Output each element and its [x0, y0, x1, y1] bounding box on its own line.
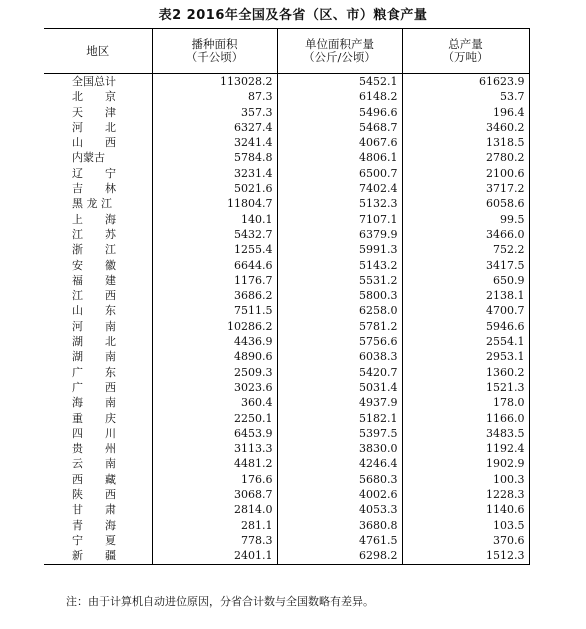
cell-total-output: 1360.2 [402, 365, 529, 380]
cell-yield: 6258.0 [277, 303, 402, 318]
cell-yield: 3680.8 [277, 518, 402, 533]
cell-sown-area: 5432.7 [152, 227, 277, 242]
table-row [44, 518, 529, 533]
cell-total-output: 61623.9 [402, 74, 529, 90]
cell-total-output: 2780.2 [402, 150, 529, 165]
header-total-output-unit: （万吨） [442, 50, 489, 64]
cell-yield: 5800.3 [277, 288, 402, 303]
cell-sown-area: 6327.4 [152, 120, 277, 135]
cell-sown-area: 3068.7 [152, 487, 277, 502]
cell-yield: 4246.4 [277, 456, 402, 471]
cell-sown-area: 3113.3 [152, 441, 277, 456]
table-row [44, 395, 529, 410]
cell-yield: 5143.2 [277, 258, 402, 273]
cell-total-output: 370.6 [402, 533, 529, 548]
cell-yield: 7402.4 [277, 181, 402, 196]
cell-yield: 6500.7 [277, 166, 402, 181]
cell-sown-area: 778.3 [152, 533, 277, 548]
cell-sown-area: 1176.7 [152, 273, 277, 288]
cell-sown-area: 3023.6 [152, 380, 277, 395]
cell-total-output: 1166.0 [402, 411, 529, 426]
cell-region: 四 川 [44, 426, 152, 441]
table-row [44, 196, 529, 211]
cell-total-output: 2100.6 [402, 166, 529, 181]
cell-yield: 5756.6 [277, 334, 402, 349]
cell-total-output: 2138.1 [402, 288, 529, 303]
table-row [44, 502, 529, 517]
cell-region: 重 庆 [44, 411, 152, 426]
table-row [44, 135, 529, 150]
cell-sown-area: 5021.6 [152, 181, 277, 196]
cell-sown-area: 2509.3 [152, 365, 277, 380]
cell-region: 陕 西 [44, 487, 152, 502]
table-row [44, 181, 529, 196]
table-row [44, 150, 529, 165]
cell-total-output: 178.0 [402, 395, 529, 410]
cell-sown-area: 360.4 [152, 395, 277, 410]
cell-region: 青 海 [44, 518, 152, 533]
cell-yield: 4761.5 [277, 533, 402, 548]
cell-sown-area: 7511.5 [152, 303, 277, 318]
header-region [44, 29, 152, 74]
table-title: 表2 2016年全国及各省（区、市）粮食产量 [158, 8, 428, 23]
table-row [44, 426, 529, 441]
cell-total-output: 3460.2 [402, 120, 529, 135]
cell-region: 西 藏 [44, 472, 152, 487]
table-row [44, 89, 529, 104]
table-row [44, 120, 529, 135]
table-row [44, 319, 529, 334]
table-row [44, 212, 529, 227]
cell-total-output: 650.9 [402, 273, 529, 288]
cell-region: 河 北 [44, 120, 152, 135]
cell-region: 云 南 [44, 456, 152, 471]
cell-yield: 6148.2 [277, 89, 402, 104]
cell-region: 湖 南 [44, 349, 152, 364]
header-yield-unit: （公斤/公顷） [303, 50, 376, 64]
cell-total-output: 1318.5 [402, 135, 529, 150]
cell-sown-area: 3686.2 [152, 288, 277, 303]
cell-total-output: 1521.3 [402, 380, 529, 395]
cell-yield: 4053.3 [277, 502, 402, 517]
table-row [44, 166, 529, 181]
cell-total-output: 5946.6 [402, 319, 529, 334]
cell-yield: 4002.6 [277, 487, 402, 502]
table-row [44, 380, 529, 395]
footnote: 注：由于计算机自动进位原因，分省合计数与全国数略有差异。 [66, 595, 374, 608]
cell-yield: 6038.3 [277, 349, 402, 364]
cell-sown-area: 2401.1 [152, 548, 277, 564]
table-row [44, 533, 529, 548]
cell-region: 北 京 [44, 89, 152, 104]
cell-sown-area: 113028.2 [152, 74, 277, 90]
cell-sown-area: 2814.0 [152, 502, 277, 517]
cell-total-output: 3417.5 [402, 258, 529, 273]
cell-region: 甘 肃 [44, 502, 152, 517]
cell-sown-area: 6644.6 [152, 258, 277, 273]
cell-sown-area: 3241.4 [152, 135, 277, 150]
cell-total-output: 1512.3 [402, 548, 529, 564]
cell-total-output: 3483.5 [402, 426, 529, 441]
cell-sown-area: 5784.8 [152, 150, 277, 165]
table-row [44, 349, 529, 364]
cell-total-output: 99.5 [402, 212, 529, 227]
cell-region: 河 南 [44, 319, 152, 334]
cell-total-output: 3466.0 [402, 227, 529, 242]
cell-region: 新 疆 [44, 548, 152, 564]
table-row [44, 227, 529, 242]
table-row [44, 303, 529, 318]
cell-region: 黑 龙 江 [44, 196, 152, 211]
table-row [44, 548, 529, 564]
cell-yield: 5452.1 [277, 74, 402, 90]
cell-total-output: 2953.1 [402, 349, 529, 364]
cell-yield: 4937.9 [277, 395, 402, 410]
cell-sown-area: 3231.4 [152, 166, 277, 181]
table-row [44, 74, 529, 90]
table-row [44, 334, 529, 349]
cell-region: 广 东 [44, 365, 152, 380]
cell-total-output: 752.2 [402, 242, 529, 257]
cell-yield: 5468.7 [277, 120, 402, 135]
cell-sown-area: 87.3 [152, 89, 277, 104]
cell-region: 安 徽 [44, 258, 152, 273]
cell-total-output: 100.3 [402, 472, 529, 487]
table-body [44, 74, 529, 565]
cell-yield: 5031.4 [277, 380, 402, 395]
table-row [44, 472, 529, 487]
cell-region: 浙 江 [44, 242, 152, 257]
cell-region: 山 西 [44, 135, 152, 150]
cell-sown-area: 140.1 [152, 212, 277, 227]
cell-sown-area: 6453.9 [152, 426, 277, 441]
cell-region: 天 津 [44, 105, 152, 120]
table-row [44, 288, 529, 303]
table-row [44, 456, 529, 471]
header-sown-area-unit: （千公顷） [185, 50, 244, 64]
table-row [44, 105, 529, 120]
cell-sown-area: 1255.4 [152, 242, 277, 257]
header-total-output-label: 总产量 [448, 37, 483, 51]
cell-total-output: 1192.4 [402, 441, 529, 456]
table-row [44, 258, 529, 273]
cell-yield: 4806.1 [277, 150, 402, 165]
cell-yield: 3830.0 [277, 441, 402, 456]
cell-yield: 5420.7 [277, 365, 402, 380]
header-yield-label: 单位面积产量 [305, 37, 374, 51]
table-row [44, 365, 529, 380]
header-sown-area-label: 播种面积 [191, 37, 238, 51]
cell-yield: 5496.6 [277, 105, 402, 120]
cell-region: 吉 林 [44, 181, 152, 196]
cell-sown-area: 176.6 [152, 472, 277, 487]
cell-region: 全国总计 [44, 74, 152, 90]
cell-yield: 5132.3 [277, 196, 402, 211]
table-row [44, 242, 529, 257]
cell-total-output: 3717.2 [402, 181, 529, 196]
cell-total-output: 2554.1 [402, 334, 529, 349]
table-row [44, 441, 529, 456]
grain-output-table [44, 28, 530, 565]
header-row [44, 29, 529, 74]
cell-region: 江 西 [44, 288, 152, 303]
cell-yield: 7107.1 [277, 212, 402, 227]
cell-region: 辽 宁 [44, 166, 152, 181]
header-yield [277, 29, 402, 74]
cell-sown-area: 357.3 [152, 105, 277, 120]
cell-sown-area: 4436.9 [152, 334, 277, 349]
cell-region: 广 西 [44, 380, 152, 395]
cell-total-output: 4700.7 [402, 303, 529, 318]
table-row [44, 487, 529, 502]
cell-yield: 5781.2 [277, 319, 402, 334]
cell-total-output: 1140.6 [402, 502, 529, 517]
cell-region: 海 南 [44, 395, 152, 410]
cell-region: 贵 州 [44, 441, 152, 456]
cell-yield: 5680.3 [277, 472, 402, 487]
cell-total-output: 1228.3 [402, 487, 529, 502]
cell-sown-area: 281.1 [152, 518, 277, 533]
cell-yield: 5991.3 [277, 242, 402, 257]
cell-total-output: 6058.6 [402, 196, 529, 211]
cell-region: 江 苏 [44, 227, 152, 242]
cell-sown-area: 2250.1 [152, 411, 277, 426]
cell-region: 福 建 [44, 273, 152, 288]
cell-yield: 6379.9 [277, 227, 402, 242]
cell-total-output: 196.4 [402, 105, 529, 120]
cell-region: 上 海 [44, 212, 152, 227]
cell-yield: 5182.1 [277, 411, 402, 426]
cell-sown-area: 4481.2 [152, 456, 277, 471]
cell-region: 内蒙古 [44, 150, 152, 165]
table-row [44, 273, 529, 288]
table-row [44, 411, 529, 426]
cell-total-output: 1902.9 [402, 456, 529, 471]
cell-sown-area: 4890.6 [152, 349, 277, 364]
header-sown-area [152, 29, 277, 74]
cell-region: 宁 夏 [44, 533, 152, 548]
cell-sown-area: 11804.7 [152, 196, 277, 211]
cell-region: 山 东 [44, 303, 152, 318]
header-region-label: 地区 [86, 43, 110, 58]
cell-total-output: 53.7 [402, 89, 529, 104]
cell-yield: 6298.2 [277, 548, 402, 564]
cell-total-output: 103.5 [402, 518, 529, 533]
cell-yield: 4067.6 [277, 135, 402, 150]
cell-region: 湖 北 [44, 334, 152, 349]
header-total-output [402, 29, 529, 74]
cell-sown-area: 10286.2 [152, 319, 277, 334]
cell-yield: 5531.2 [277, 273, 402, 288]
cell-yield: 5397.5 [277, 426, 402, 441]
